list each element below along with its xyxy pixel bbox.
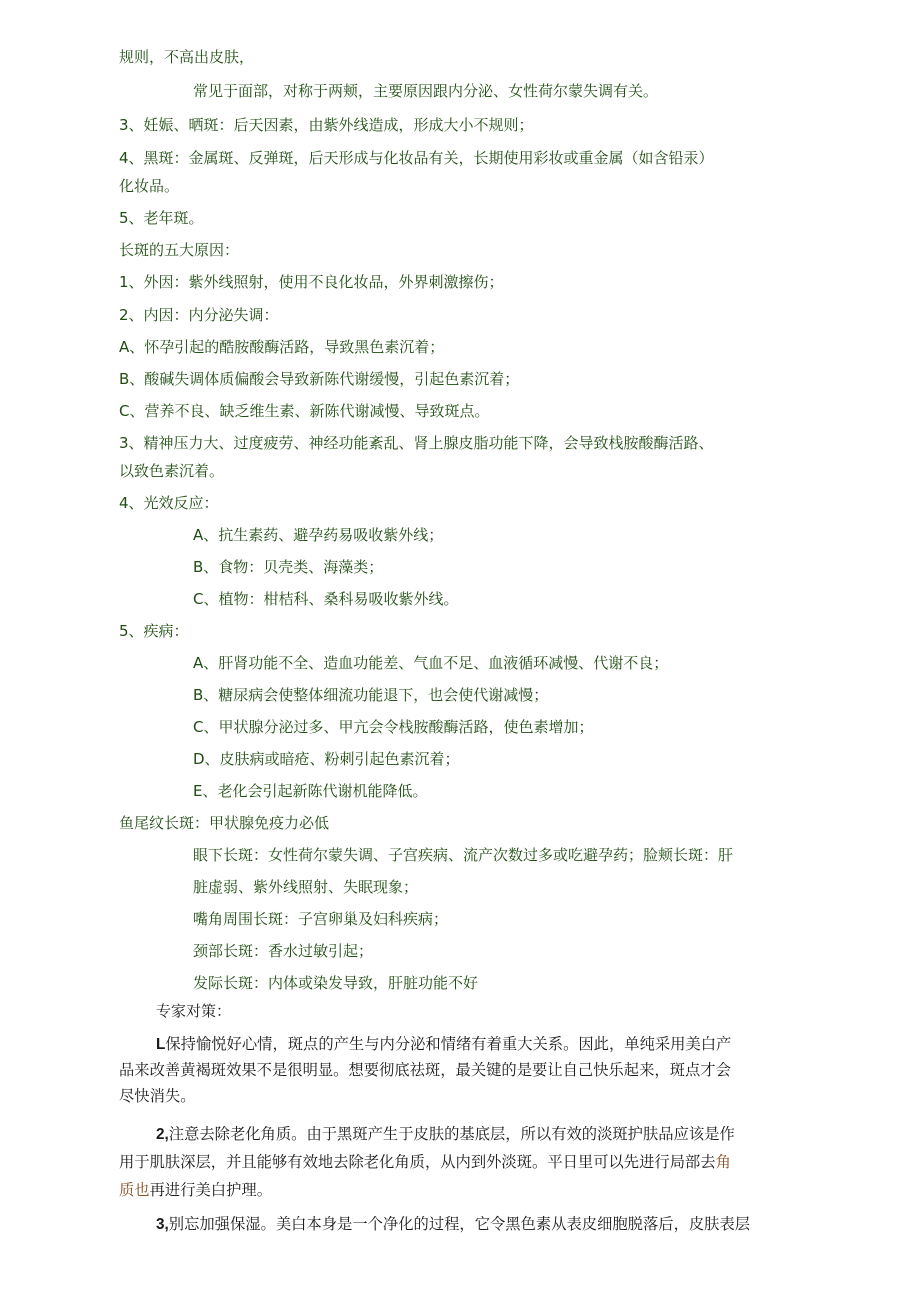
text-line: 以致色素沉着。 (119, 462, 225, 480)
text-line: C、植物：柑桔科、桑科易吸收紫外线。 (193, 590, 459, 608)
text-line: 规则，不高出皮肤， (119, 48, 255, 66)
paragraph-text: 再进行美白护理。 (149, 1181, 272, 1199)
paragraph-line (156, 1124, 735, 1145)
paragraph-line (156, 1214, 750, 1235)
text-line: 脏虚弱、紫外线照射、失眠现象； (193, 878, 419, 896)
text-line: B、食物：贝壳类、海藻类； (193, 558, 384, 576)
paragraph-number: 2, (156, 1126, 169, 1143)
text-line: D、皮肤病或暗疮、粉刺引起色素沉着； (193, 750, 460, 768)
text-line: 化妆品。 (119, 177, 180, 195)
paragraph-number: L (156, 1036, 166, 1053)
paragraph-line (119, 1180, 272, 1200)
text-line: 1、外因：紫外线照射，使用不良化妆品，外界刺激擦伤； (119, 273, 504, 291)
text-line: 3、妊娠、晒斑：后天因素，由紫外线造成，形成大小不规则； (119, 116, 534, 134)
paragraph-text: 注意去除老化角质。由于黑斑产生于皮肤的基底层，所以有效的淡斑护肤品应该是作 (168, 1125, 735, 1143)
text-line: 颈部长斑：香水过敏引起； (193, 942, 374, 960)
text-line: 4、光效反应： (119, 494, 219, 512)
section-heading: 专家对策： (156, 1002, 232, 1020)
paragraph-line: 品来改善黄褐斑效果不是很明显。想要彻底祛斑，最关键的是要让自己快乐起来，斑点才会 (119, 1061, 731, 1079)
highlighted-text: 角 (715, 1153, 731, 1171)
text-line: C、营养不良、缺乏维生素、新陈代谢减慢、导致斑点。 (119, 402, 490, 420)
text-line: 5、疾病： (119, 622, 189, 640)
text-line: C、甲状腺分泌过多、甲亢会令栈胺酸酶活路，使色素增加； (193, 718, 594, 736)
text-line: A、怀孕引起的酷胺酸酶活路，导致黑色素沉着； (119, 338, 445, 356)
section-heading: 长斑的五大原因： (119, 241, 240, 259)
highlighted-text: 质也 (119, 1181, 150, 1199)
text-line: 眼下长斑：女性荷尔蒙失调、子宫疾病、流产次数过多或吃避孕药；脸颊长斑：肝 (193, 846, 734, 864)
paragraph-text: 别忘加强保湿。美白本身是一个净化的过程，它令黑色素从表皮细胞脱落后，皮肤表层 (168, 1215, 751, 1233)
paragraph-number: 3, (156, 1216, 169, 1233)
paragraph-text: 保持愉悦好心情，斑点的产生与内分泌和情绪有着重大关系。因此，单纯采用美白产 (165, 1035, 732, 1053)
paragraph-line: 尽快消失。 (119, 1087, 196, 1105)
text-line: B、糖尿病会使整体细流功能退下，也会使代谢减慢； (193, 686, 549, 704)
text-line: 5、老年斑。 (119, 209, 204, 227)
paragraph-line (156, 1034, 731, 1055)
text-line: 发际长斑：内体或染发导致，肝脏功能不好 (193, 974, 479, 992)
text-line: 常见于面部，对称于两颊，主要原因跟内分泌、女性荷尔蒙失调有关。 (193, 82, 659, 100)
text-line: A、肝肾功能不全、造血功能差、气血不足、血液循环减慢、代谢不良； (193, 654, 669, 672)
text-line: 3、精神压力大、过度疲劳、神经功能紊乱、肾上腺皮脂功能下降，会导致栈胺酸酶活路、 (119, 434, 714, 452)
text-line: 4、黑斑：金属斑、反弹斑，后天形成与化妆品有关，长期使用彩妆或重金属（如含铅汞） (119, 149, 714, 167)
text-line: 嘴角周围长斑：子宫卵巢及妇科疾病； (193, 910, 449, 928)
paragraph-line (119, 1152, 731, 1172)
text-line: A、抗生素药、避孕药易吸收紫外线； (193, 526, 444, 544)
text-line: 2、内因：内分泌失调： (119, 306, 279, 324)
paragraph-text: 用于肌肤深层，并且能够有效地去除老化角质，从内到外淡斑。平日里可以先进行局部去 (119, 1153, 716, 1171)
text-line: E、老化会引起新陈代谢机能降低。 (193, 782, 428, 800)
text-line: 鱼尾纹长斑：甲状腺免疫力必低 (119, 814, 330, 832)
text-line: B、酸碱失调体质偏酸会导致新陈代谢缓慢，引起色素沉着； (119, 370, 520, 388)
